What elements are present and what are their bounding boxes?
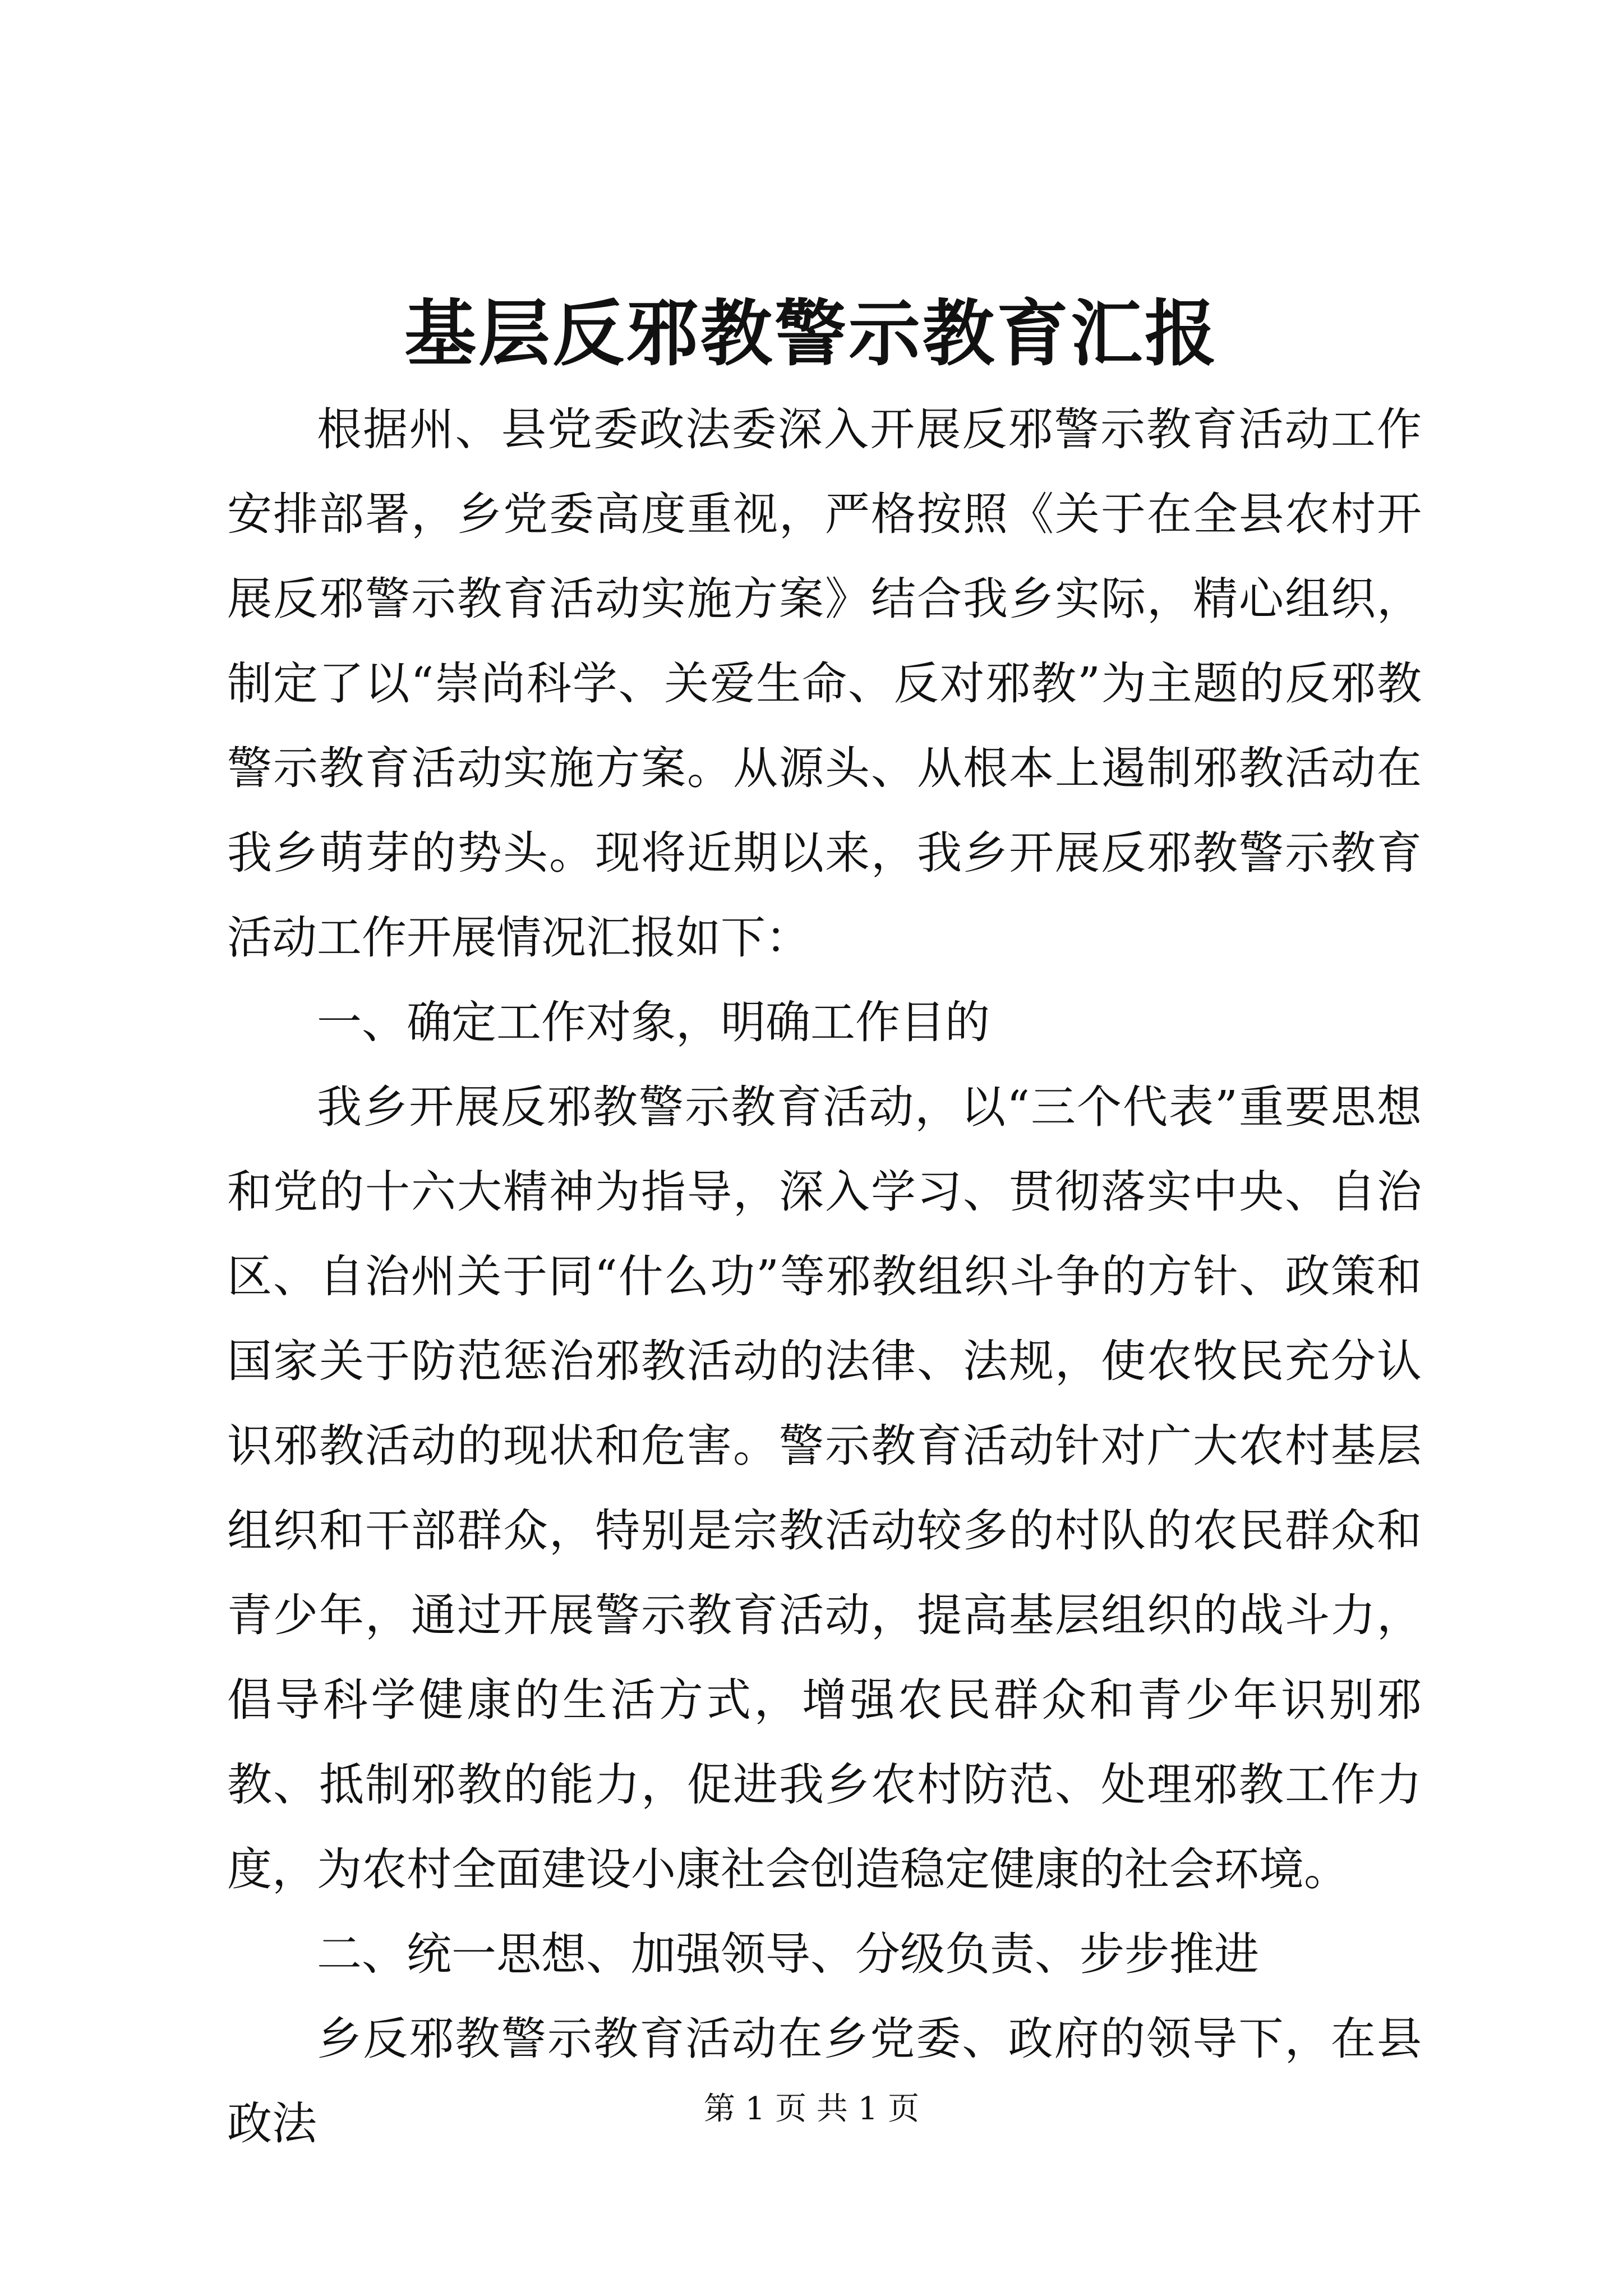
paragraph-section-1: 我乡开展反邪教警示教育活动，以“三个代表”重要思想和党的十六大精神为指导，深入学习、贯彻落实中央、自治区、自治州关于同“什么功”等邪教组织斗争的方针、政策和国家关于防范惩治邪教活动的法律、法规，使农牧民充分认识邪教活动的现状和危害。警示教育活动针对广大农村基层组织和干部群众，特别是宗教活动较多的村队的农民群众和青少年，通过开展警示教育活动，提高基层组织的战斗力，倡导科学健康的生活方式，增强农民群众和青少年识别邪教、抵制邪教的能力，促进我乡农村防范、处理邪教工作力度，为农村全面建设小康社会创造稳定健康的社会环境。 bbox=[227, 1081, 1422, 1895]
document-title: 基层反邪教警示教育汇报 bbox=[404, 292, 1219, 376]
paragraph-section-2: 乡反邪教警示教育活动在乡党委、政府的领导下，在县政法 bbox=[227, 2013, 1422, 2150]
paragraph-intro: 根据州、县党委政法委深入开展反邪警示教育活动工作安排部署，乡党委高度重视，严格按照《关于在全县农村开展反邪警示教育活动实施方案》结合我乡实际，精心组织，制定了以“崇尚科学、关爱生命、反对邪教”为主题的反邪教警示教育活动实施方案。从源头、从根本上遏制邪教活动在我乡萌芽的势头。现将近期以来，我乡开展反邪教警示教育活动工作开展情况汇报如下： bbox=[227, 403, 1422, 964]
section-heading-1: 一、确定工作对象，明确工作目的 bbox=[317, 996, 990, 1048]
page-number-footer: 第 1 页 共 1 页 bbox=[703, 2091, 920, 2127]
section-heading-2: 二、统一思想、加强领导、分级负责、步步推进 bbox=[317, 1928, 1259, 1980]
document-body bbox=[227, 387, 1422, 2166]
